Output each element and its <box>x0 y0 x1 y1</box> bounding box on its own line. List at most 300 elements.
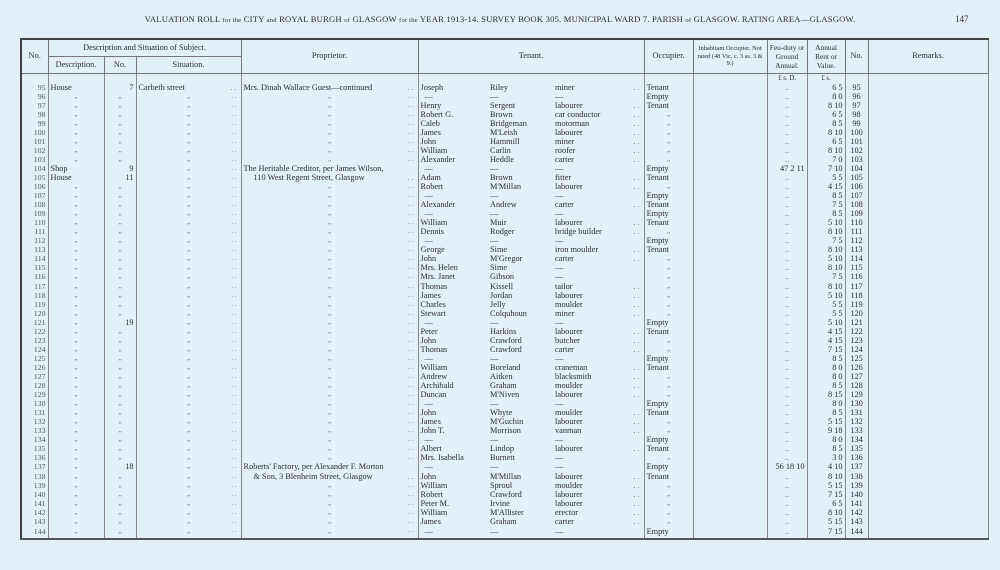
street-number: „ <box>104 227 136 236</box>
inhabitant-occupier <box>693 462 767 471</box>
annual-rent: 7 10 <box>807 164 845 173</box>
row-number: 101 <box>21 137 48 146</box>
remarks <box>868 462 988 471</box>
row-number-right: 142 <box>845 508 868 517</box>
title-text: ROYAL BURGH <box>279 14 342 24</box>
occupier: Tenant <box>644 173 693 182</box>
occupier: Tenant <box>644 83 693 92</box>
row-number-right: 101 <box>845 137 868 146</box>
street-number: 7 <box>104 83 136 92</box>
feu-duty: .. <box>767 119 807 128</box>
remarks <box>868 435 988 444</box>
remarks <box>868 263 988 272</box>
tenant-first-name: Charles <box>418 300 488 309</box>
tenant-first-name: William <box>418 218 488 227</box>
tenant-occupation: car conductor <box>555 109 601 119</box>
situation: „ . . <box>136 345 241 354</box>
annual-rent: 5 15 <box>807 481 845 490</box>
description: „ <box>48 209 104 218</box>
table-row <box>21 417 988 426</box>
occupier: „ <box>644 263 693 272</box>
feu-duty: .. <box>767 101 807 110</box>
occupier: Tenant <box>644 444 693 453</box>
situation: „ . . <box>136 426 241 435</box>
street-number: „ <box>104 300 136 309</box>
situation: „ . . <box>136 327 241 336</box>
tenant-surname: — <box>490 527 499 537</box>
street-number: „ <box>104 345 136 354</box>
street-number: „ <box>104 372 136 381</box>
street-number: „ <box>104 182 136 191</box>
situation: „ . . <box>136 408 241 417</box>
description: „ <box>48 300 104 309</box>
tenant-occupation: — <box>555 191 564 201</box>
situation: „ . . <box>136 119 241 128</box>
tenant-surname: Rodger <box>490 227 515 237</box>
tenant-first-name: — <box>418 209 488 218</box>
tenant-occupation: labourer <box>555 390 583 400</box>
proprietor: „ . . <box>241 399 418 408</box>
valuation-table <box>20 38 989 540</box>
feu-duty: .. <box>767 508 807 517</box>
inhabitant-occupier <box>693 408 767 417</box>
tenant-first-name: — <box>418 435 488 444</box>
remarks <box>868 200 988 209</box>
title-text: of <box>685 17 692 24</box>
remarks <box>868 191 988 200</box>
tenant-surname: Sime <box>490 263 508 273</box>
tenant-surname: Harkins <box>490 326 517 336</box>
table-row <box>21 155 988 164</box>
remarks <box>868 381 988 390</box>
tenant-occupation: — <box>555 317 564 327</box>
table-row <box>21 254 988 263</box>
inhabitant-occupier <box>693 372 767 381</box>
tenant-first-name: — <box>418 462 488 471</box>
tenant-occupation: carter <box>555 344 574 354</box>
tenant-surname: — <box>490 236 499 246</box>
row-number: 103 <box>21 155 48 164</box>
tenant-surname: — <box>490 353 499 363</box>
annual-rent: 5 15 <box>807 417 845 426</box>
inhabitant-occupier <box>693 92 767 101</box>
situation: „ . . <box>136 354 241 363</box>
table-row <box>21 408 988 417</box>
feu-duty: .. <box>767 517 807 526</box>
street-number: „ <box>104 282 136 291</box>
proprietor: „ . . <box>241 481 418 490</box>
occupier: „ <box>644 517 693 526</box>
tenant-occupation: labourer <box>555 100 583 110</box>
street-number: „ <box>104 92 136 101</box>
description: Shop <box>48 164 104 173</box>
leader <box>617 417 644 426</box>
feu-duty: .. <box>767 372 807 381</box>
remarks <box>868 155 988 164</box>
leader <box>617 218 644 227</box>
remarks <box>868 408 988 417</box>
description: „ <box>48 327 104 336</box>
description: „ <box>48 517 104 526</box>
tenant-surname: Crawford <box>490 335 522 345</box>
tenant-occupation: labourer <box>555 498 583 508</box>
remarks <box>868 254 988 263</box>
tenant-surname: Carlin <box>490 145 511 155</box>
row-number: 127 <box>21 372 48 381</box>
table-row <box>21 191 988 200</box>
tenant-occupation: miner <box>555 82 575 92</box>
row-number-right: 113 <box>845 245 868 254</box>
annual-rent: 8 5 <box>807 119 845 128</box>
inhabitant-occupier <box>693 164 767 173</box>
description: „ <box>48 282 104 291</box>
tenant-surname: M'Guchin <box>490 417 524 427</box>
street-number: 18 <box>104 462 136 471</box>
situation: „ . . <box>136 291 241 300</box>
occupier: Tenant <box>644 408 693 417</box>
tenant-surname: — <box>490 399 499 409</box>
inhabitant-occupier <box>693 200 767 209</box>
proprietor: „ . . <box>241 245 418 254</box>
feu-duty: .. <box>767 263 807 272</box>
remarks <box>868 164 988 173</box>
occupier: Tenant <box>644 472 693 481</box>
situation: „ . . <box>136 227 241 236</box>
tenant-occupation: — <box>555 91 564 101</box>
tenant-first-name: — <box>418 191 488 200</box>
situation: „ . . <box>136 390 241 399</box>
street-number: „ <box>104 444 136 453</box>
tenant-first-name: Alexander <box>418 155 488 164</box>
remarks <box>868 372 988 381</box>
tenant-occupation: labourer <box>555 471 583 481</box>
tenant-occupation: bridge builder <box>555 227 602 237</box>
situation: „ . . <box>136 381 241 390</box>
situation: „ . . <box>136 137 241 146</box>
street-number: „ <box>104 490 136 499</box>
inhabitant-occupier <box>693 435 767 444</box>
table-row <box>21 236 988 245</box>
feu-duty: .. <box>767 453 807 462</box>
proprietor: „ . . <box>241 453 418 462</box>
annual-rent: 8 0 <box>807 399 845 408</box>
tenant-surname: — <box>490 209 499 219</box>
feu-duty: .. <box>767 472 807 481</box>
tenant-first-name: George <box>418 245 488 254</box>
row-number: 114 <box>21 254 48 263</box>
row-number: 143 <box>21 517 48 526</box>
occupier: „ <box>644 146 693 155</box>
remarks <box>868 354 988 363</box>
description: „ <box>48 526 104 539</box>
tenant-surname: Sproul <box>490 480 513 490</box>
row-number-right: 141 <box>845 499 868 508</box>
table-row <box>21 435 988 444</box>
tenant-first-name: Joseph <box>418 83 488 92</box>
tenant-first-name: — <box>418 236 488 245</box>
row-number: 102 <box>21 146 48 155</box>
remarks <box>868 182 988 191</box>
remarks <box>868 490 988 499</box>
description: „ <box>48 291 104 300</box>
annual-rent: 8 10 <box>807 146 845 155</box>
tenant-first-name: — <box>418 526 488 539</box>
street-number: „ <box>104 499 136 508</box>
description: „ <box>48 110 104 119</box>
inhabitant-occupier <box>693 272 767 281</box>
occupier: „ <box>644 254 693 263</box>
situation: „ . . <box>136 146 241 155</box>
occupier: „ <box>644 128 693 137</box>
col-header-description: Description. <box>48 56 104 73</box>
remarks <box>868 227 988 236</box>
row-number-right: 135 <box>845 444 868 453</box>
proprietor: „ . . <box>241 372 418 381</box>
occupier: Tenant <box>644 218 693 227</box>
row-number: 122 <box>21 327 48 336</box>
situation: „ . . <box>136 318 241 327</box>
street-number: „ <box>104 408 136 417</box>
row-number: 95 <box>21 83 48 92</box>
annual-rent: 5 5 <box>807 173 845 182</box>
proprietor: „ . . <box>241 236 418 245</box>
row-number-right: 136 <box>845 453 868 462</box>
annual-rent: 8 10 <box>807 227 845 236</box>
tenant-first-name: Caleb <box>418 119 488 128</box>
proprietor: „ . . <box>241 200 418 209</box>
occupier: „ <box>644 426 693 435</box>
tenant-surname: Andrew <box>490 200 517 210</box>
occupier: Tenant <box>644 101 693 110</box>
feu-duty: .. <box>767 254 807 263</box>
proprietor: „ . . <box>241 128 418 137</box>
table-row <box>21 508 988 517</box>
proprietor: „ . . <box>241 182 418 191</box>
proprietor: „ . . <box>241 508 418 517</box>
inhabitant-occupier <box>693 300 767 309</box>
feu-duty: .. <box>767 236 807 245</box>
inhabitant-occupier <box>693 263 767 272</box>
table-row <box>21 128 988 137</box>
col-header-no-right: No. <box>845 39 868 73</box>
annual-rent: 7 0 <box>807 155 845 164</box>
tenant-surname: Riley <box>490 82 509 92</box>
row-number-right: 124 <box>845 345 868 354</box>
table-row <box>21 300 988 309</box>
remarks <box>868 137 988 146</box>
row-number: 141 <box>21 499 48 508</box>
table-row <box>21 282 988 291</box>
proprietor: 110 West Regent Street, Glasgow . . <box>241 173 418 182</box>
description: „ <box>48 381 104 390</box>
inhabitant-occupier <box>693 227 767 236</box>
feu-duty: .. <box>767 363 807 372</box>
street-number: „ <box>104 426 136 435</box>
tenant-first-name: Mrs. Isabella <box>418 453 488 462</box>
situation: „ . . <box>136 399 241 408</box>
feu-duty: .. <box>767 227 807 236</box>
row-number: 99 <box>21 119 48 128</box>
table-row <box>21 372 988 381</box>
inhabitant-occupier <box>693 363 767 372</box>
annual-rent: 8 15 <box>807 390 845 399</box>
occupier: „ <box>644 182 693 191</box>
tenant-occupation: butcher <box>555 335 580 345</box>
situation: „ . . <box>136 92 241 101</box>
situation: „ . . <box>136 191 241 200</box>
tenant-first-name: Robert G. <box>418 110 488 119</box>
leader <box>617 137 644 146</box>
street-number: „ <box>104 517 136 526</box>
leader <box>617 490 644 499</box>
row-number: 105 <box>21 173 48 182</box>
occupier: Empty <box>644 191 693 200</box>
table-row <box>21 472 988 481</box>
situation: „ . . <box>136 417 241 426</box>
page-title <box>0 14 1000 24</box>
row-number-right: 140 <box>845 490 868 499</box>
feu-duty: .. <box>767 381 807 390</box>
situation: „ . . <box>136 110 241 119</box>
row-number: 129 <box>21 390 48 399</box>
row-number-right: 120 <box>845 309 868 318</box>
inhabitant-occupier <box>693 490 767 499</box>
street-number: „ <box>104 291 136 300</box>
leader <box>617 92 644 101</box>
feu-duty: .. <box>767 354 807 363</box>
tenant-first-name: William <box>418 146 488 155</box>
table-row <box>21 426 988 435</box>
occupier: „ <box>644 309 693 318</box>
tenant-surname: M'Leish <box>490 127 518 137</box>
description: „ <box>48 191 104 200</box>
tenant-first-name: Mrs. Helen <box>418 263 488 272</box>
proprietor: „ . . <box>241 435 418 444</box>
street-number: „ <box>104 263 136 272</box>
description: „ <box>48 245 104 254</box>
occupier: Empty <box>644 236 693 245</box>
feu-duty: .. <box>767 327 807 336</box>
leader <box>617 173 644 182</box>
inhabitant-occupier <box>693 381 767 390</box>
tenant-occupation: — <box>555 462 564 472</box>
leader <box>617 236 644 245</box>
description: „ <box>48 137 104 146</box>
units-row <box>21 73 988 83</box>
proprietor: & Son, 3 Blenheim Street, Glasgow . . <box>241 472 418 481</box>
street-number: „ <box>104 481 136 490</box>
situation: „ . . <box>136 517 241 526</box>
inhabitant-occupier <box>693 390 767 399</box>
annual-rent: 5 15 <box>807 517 845 526</box>
annual-rent: 4 10 <box>807 462 845 471</box>
remarks <box>868 291 988 300</box>
tenant-first-name: Alexander <box>418 200 488 209</box>
occupier: Empty <box>644 399 693 408</box>
situation: „ . . <box>136 164 241 173</box>
inhabitant-occupier <box>693 508 767 517</box>
row-number: 117 <box>21 282 48 291</box>
row-number: 112 <box>21 236 48 245</box>
title-text: CITY <box>243 14 265 24</box>
annual-rent: 7 5 <box>807 236 845 245</box>
proprietor: „ . . <box>241 119 418 128</box>
leader <box>617 408 644 417</box>
remarks <box>868 128 988 137</box>
table-row <box>21 444 988 453</box>
feu-duty: .. <box>767 209 807 218</box>
tenant-occupation: labourer <box>555 218 583 228</box>
leader <box>617 444 644 453</box>
inhabitant-occupier <box>693 417 767 426</box>
proprietor: „ . . <box>241 408 418 417</box>
feu-duty: .. <box>767 444 807 453</box>
tenant-first-name: Peter M. <box>418 499 488 508</box>
row-number-right: 139 <box>845 481 868 490</box>
leader <box>617 318 644 327</box>
occupier: „ <box>644 508 693 517</box>
table-row <box>21 517 988 526</box>
tenant-occupation: — <box>555 272 564 282</box>
feu-duty: .. <box>767 490 807 499</box>
description: „ <box>48 490 104 499</box>
leader <box>617 363 644 372</box>
situation: „ . . <box>136 173 241 182</box>
leader <box>617 526 644 539</box>
col-header-number: No. <box>104 56 136 73</box>
street-number: „ <box>104 309 136 318</box>
remarks <box>868 119 988 128</box>
row-number: 96 <box>21 92 48 101</box>
row-number-right: 129 <box>845 390 868 399</box>
annual-rent: 8 0 <box>807 372 845 381</box>
tenant-occupation: iron moulder <box>555 245 599 255</box>
inhabitant-occupier <box>693 245 767 254</box>
rent-units: £ s. <box>807 73 845 83</box>
annual-rent: 5 10 <box>807 218 845 227</box>
proprietor: „ . . <box>241 417 418 426</box>
inhabitant-occupier <box>693 499 767 508</box>
tenant-occupation: labourer <box>555 444 583 454</box>
page-number: 147 <box>955 14 969 24</box>
situation: „ . . <box>136 462 241 471</box>
tenant-first-name: William <box>418 481 488 490</box>
row-number: 138 <box>21 472 48 481</box>
tenant-occupation: tailor <box>555 281 573 291</box>
row-number: 133 <box>21 426 48 435</box>
street-number: 11 <box>104 173 136 182</box>
tenant-surname: M'Allister <box>490 507 524 517</box>
row-number-right: 117 <box>845 282 868 291</box>
proprietor: „ . . <box>241 300 418 309</box>
occupier: Empty <box>644 209 693 218</box>
tenant-surname: Muir <box>490 218 507 228</box>
feu-duty: .. <box>767 83 807 92</box>
description: „ <box>48 472 104 481</box>
tenant-surname: Irvine <box>490 498 510 508</box>
table-row <box>21 200 988 209</box>
description: „ <box>48 128 104 137</box>
tenant-surname: Crawford <box>490 344 522 354</box>
remarks <box>868 345 988 354</box>
inhabitant-occupier <box>693 336 767 345</box>
tenant-first-name: Thomas <box>418 345 488 354</box>
inhabitant-occupier <box>693 110 767 119</box>
street-number: „ <box>104 472 136 481</box>
inhabitant-occupier <box>693 146 767 155</box>
table-row <box>21 110 988 119</box>
tenant-occupation: motorman <box>555 118 590 128</box>
